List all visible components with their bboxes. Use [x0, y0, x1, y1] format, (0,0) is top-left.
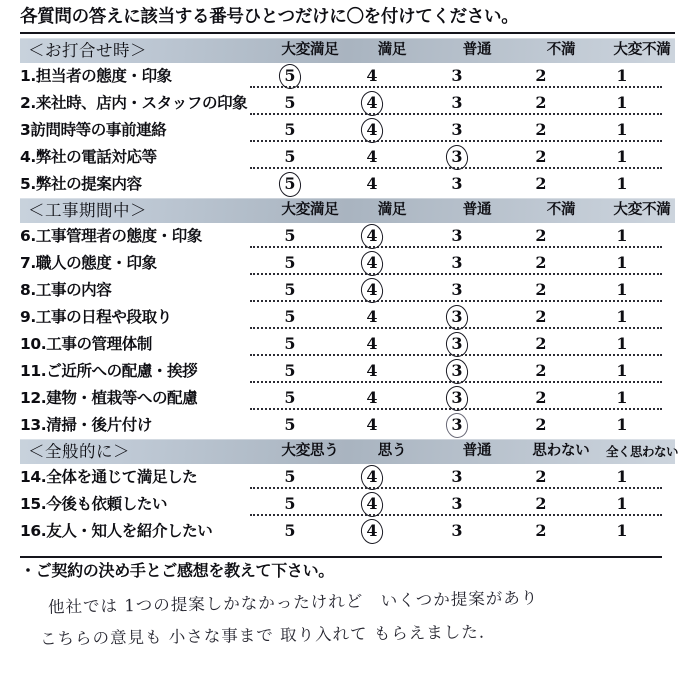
question-row — [0, 63, 700, 90]
comment-divider — [20, 556, 662, 558]
rating-option-5[interactable]: 5 — [275, 171, 305, 198]
rating-option-1[interactable]: 1 — [616, 147, 628, 166]
rating-option-1[interactable]: 1 — [616, 467, 628, 486]
rating-option-2[interactable]: 2 — [535, 253, 547, 272]
question-row — [0, 90, 700, 117]
rating-option-5[interactable]: 5 — [284, 147, 296, 166]
rating-option-4[interactable]: 4 — [357, 491, 387, 518]
rating-option-3[interactable]: 3 — [451, 93, 463, 112]
rating-option-3[interactable]: 3 — [451, 521, 463, 540]
question-label: 10.工事の管理体制 — [20, 335, 152, 353]
rating-option-4[interactable]: 4 — [357, 518, 387, 545]
rating-option-2[interactable]: 2 — [535, 521, 547, 540]
question-label: 2.来社時、店内・スタッフの印象 — [20, 94, 248, 112]
rating-option-3[interactable]: 3 — [451, 253, 463, 272]
rating-option-1[interactable]: 1 — [616, 66, 628, 85]
rating-option-5[interactable]: 5 — [284, 307, 296, 326]
rating-option-4[interactable]: 4 — [357, 250, 387, 277]
rating-option-5[interactable]: 5 — [284, 415, 296, 434]
rating-option-2[interactable]: 2 — [535, 66, 547, 85]
rating-option-4[interactable]: 4 — [357, 117, 387, 144]
rating-option-5[interactable]: 5 — [284, 334, 296, 353]
rating-option-2[interactable]: 2 — [535, 280, 547, 299]
question-label: 14.全体を通じて満足した — [20, 468, 198, 486]
column-header: 満足 — [377, 202, 407, 218]
question-row — [0, 171, 700, 198]
rating-option-3[interactable]: 3 — [451, 174, 463, 193]
rating-option-4[interactable]: 4 — [366, 66, 378, 85]
rating-option-2[interactable]: 2 — [535, 120, 547, 139]
section-title: ＜全般的に＞ — [28, 442, 130, 461]
section-title: ＜工事期間中＞ — [28, 201, 147, 220]
question-row — [0, 412, 700, 439]
column-header: 不満 — [546, 202, 576, 218]
section-header-band — [20, 38, 675, 63]
rating-option-1[interactable]: 1 — [616, 361, 628, 380]
section-header-band — [20, 439, 678, 464]
question-row — [0, 385, 700, 412]
question-row — [0, 250, 700, 277]
handwritten-comment-line-1: 他社では 1つの提案しかなかったけれど いくつか提案があり — [47, 588, 539, 617]
question-label: 1.担当者の態度・印象 — [20, 67, 172, 85]
question-label: 9.工事の日程や段取り — [20, 308, 172, 326]
rating-option-5[interactable]: 5 — [284, 93, 296, 112]
rating-option-3[interactable]: 3 — [442, 358, 472, 385]
rating-option-2[interactable]: 2 — [535, 494, 547, 513]
column-header: 満足 — [377, 42, 407, 58]
rating-option-5[interactable]: 5 — [284, 467, 296, 486]
rating-option-3[interactable]: 3 — [442, 331, 472, 358]
question-row — [0, 491, 700, 518]
column-header: 大変思う — [281, 443, 339, 459]
question-row — [0, 304, 700, 331]
rating-option-3[interactable]: 3 — [442, 304, 472, 331]
rating-option-2[interactable]: 2 — [535, 147, 547, 166]
question-label: 11.ご近所への配慮・挨拶 — [20, 362, 198, 380]
column-header: 普通 — [462, 202, 492, 218]
section-header-band — [20, 198, 675, 223]
rating-option-5[interactable]: 5 — [284, 361, 296, 380]
rating-option-4[interactable]: 4 — [366, 334, 378, 353]
rating-option-4[interactable]: 4 — [366, 307, 378, 326]
rating-option-3[interactable]: 3 — [451, 494, 463, 513]
question-label: 13.清掃・後片付け — [20, 416, 152, 434]
comment-prompt: ・ご契約の決め手とご感想を教えて下さい。 — [20, 561, 335, 580]
column-header: 大変不満 — [613, 42, 671, 58]
rating-option-3[interactable]: 3 — [451, 120, 463, 139]
question-label: 5.弊社の提案内容 — [20, 175, 142, 193]
rating-option-2[interactable]: 2 — [535, 467, 547, 486]
rating-option-4[interactable]: 4 — [366, 361, 378, 380]
column-header: 思う — [377, 443, 407, 459]
question-label: 16.友人・知人を紹介したい — [20, 522, 213, 540]
rating-option-4[interactable]: 4 — [357, 90, 387, 117]
question-row — [0, 277, 700, 304]
rating-option-2[interactable]: 2 — [535, 361, 547, 380]
question-row — [0, 464, 700, 491]
handwritten-comment-line-2: こちらの意見も 小さな事まで 取り入れて もらえました. — [39, 622, 486, 649]
question-label: 7.職人の態度・印象 — [20, 254, 157, 272]
rating-option-4[interactable]: 4 — [366, 147, 378, 166]
page-title: 各質問の答えに該当する番号ひとつだけに〇を付けてください。 — [20, 7, 519, 27]
column-header: 大変満足 — [281, 202, 339, 218]
rating-option-2[interactable]: 2 — [535, 307, 547, 326]
rating-option-4[interactable]: 4 — [357, 277, 387, 304]
rating-option-2[interactable]: 2 — [535, 93, 547, 112]
rating-option-3[interactable]: 3 — [451, 226, 463, 245]
question-row — [0, 518, 700, 545]
rating-option-2[interactable]: 2 — [535, 226, 547, 245]
column-header: 大変満足 — [281, 42, 339, 58]
rating-option-3[interactable]: 3 — [442, 412, 472, 439]
question-label: 3訪問時等の事前連絡 — [20, 121, 167, 139]
rating-option-4[interactable]: 4 — [357, 223, 387, 250]
rating-option-5[interactable]: 5 — [284, 494, 296, 513]
rating-option-1[interactable]: 1 — [616, 174, 628, 193]
question-label: 15.今後も依頼したい — [20, 495, 168, 513]
rating-option-5[interactable]: 5 — [284, 120, 296, 139]
column-header: 普通 — [462, 42, 492, 58]
question-label: 12.建物・植栽等への配慮 — [20, 389, 198, 407]
column-header: 不満 — [546, 42, 576, 58]
question-label: 8.工事の内容 — [20, 281, 112, 299]
column-header: 全く思わない — [605, 444, 678, 459]
rating-option-3[interactable]: 3 — [442, 144, 472, 171]
rating-option-5[interactable]: 5 — [284, 388, 296, 407]
question-row — [0, 331, 700, 358]
rating-option-3[interactable]: 3 — [442, 385, 472, 412]
rating-option-1[interactable]: 1 — [616, 415, 628, 434]
title-divider — [20, 32, 675, 34]
rating-option-4[interactable]: 4 — [366, 174, 378, 193]
question-row — [0, 223, 700, 250]
question-row — [0, 117, 700, 144]
column-header: 普通 — [462, 443, 492, 459]
rating-option-1[interactable]: 1 — [616, 494, 628, 513]
rating-option-5[interactable]: 5 — [284, 253, 296, 272]
rating-option-2[interactable]: 2 — [535, 334, 547, 353]
question-row — [0, 358, 700, 385]
rating-option-3[interactable]: 3 — [451, 467, 463, 486]
rating-option-1[interactable]: 1 — [616, 334, 628, 353]
rating-option-1[interactable]: 1 — [616, 226, 628, 245]
rating-option-2[interactable]: 2 — [535, 388, 547, 407]
rating-option-5[interactable]: 5 — [284, 226, 296, 245]
rating-option-1[interactable]: 1 — [616, 388, 628, 407]
rating-option-5[interactable]: 5 — [275, 63, 305, 90]
rating-option-3[interactable]: 3 — [451, 66, 463, 85]
rating-option-4[interactable]: 4 — [366, 388, 378, 407]
column-header: 思わない — [532, 443, 590, 459]
rating-option-5[interactable]: 5 — [284, 280, 296, 299]
rating-option-2[interactable]: 2 — [535, 415, 547, 434]
rating-option-5[interactable]: 5 — [284, 521, 296, 540]
column-header: 大変不満 — [613, 202, 671, 218]
rating-option-4[interactable]: 4 — [366, 415, 378, 434]
rating-option-1[interactable]: 1 — [616, 253, 628, 272]
question-label: 4.弊社の電話対応等 — [20, 148, 157, 166]
question-row — [0, 144, 700, 171]
section-title: ＜お打合せ時＞ — [28, 41, 147, 60]
rating-option-2[interactable]: 2 — [535, 174, 547, 193]
rating-option-1[interactable]: 1 — [616, 280, 628, 299]
rating-option-1[interactable]: 1 — [616, 521, 628, 540]
rating-option-1[interactable]: 1 — [616, 93, 628, 112]
rating-option-1[interactable]: 1 — [616, 307, 628, 326]
question-label: 6.工事管理者の態度・印象 — [20, 227, 202, 245]
rating-option-1[interactable]: 1 — [616, 120, 628, 139]
rating-option-4[interactable]: 4 — [357, 464, 387, 491]
rating-option-3[interactable]: 3 — [451, 280, 463, 299]
